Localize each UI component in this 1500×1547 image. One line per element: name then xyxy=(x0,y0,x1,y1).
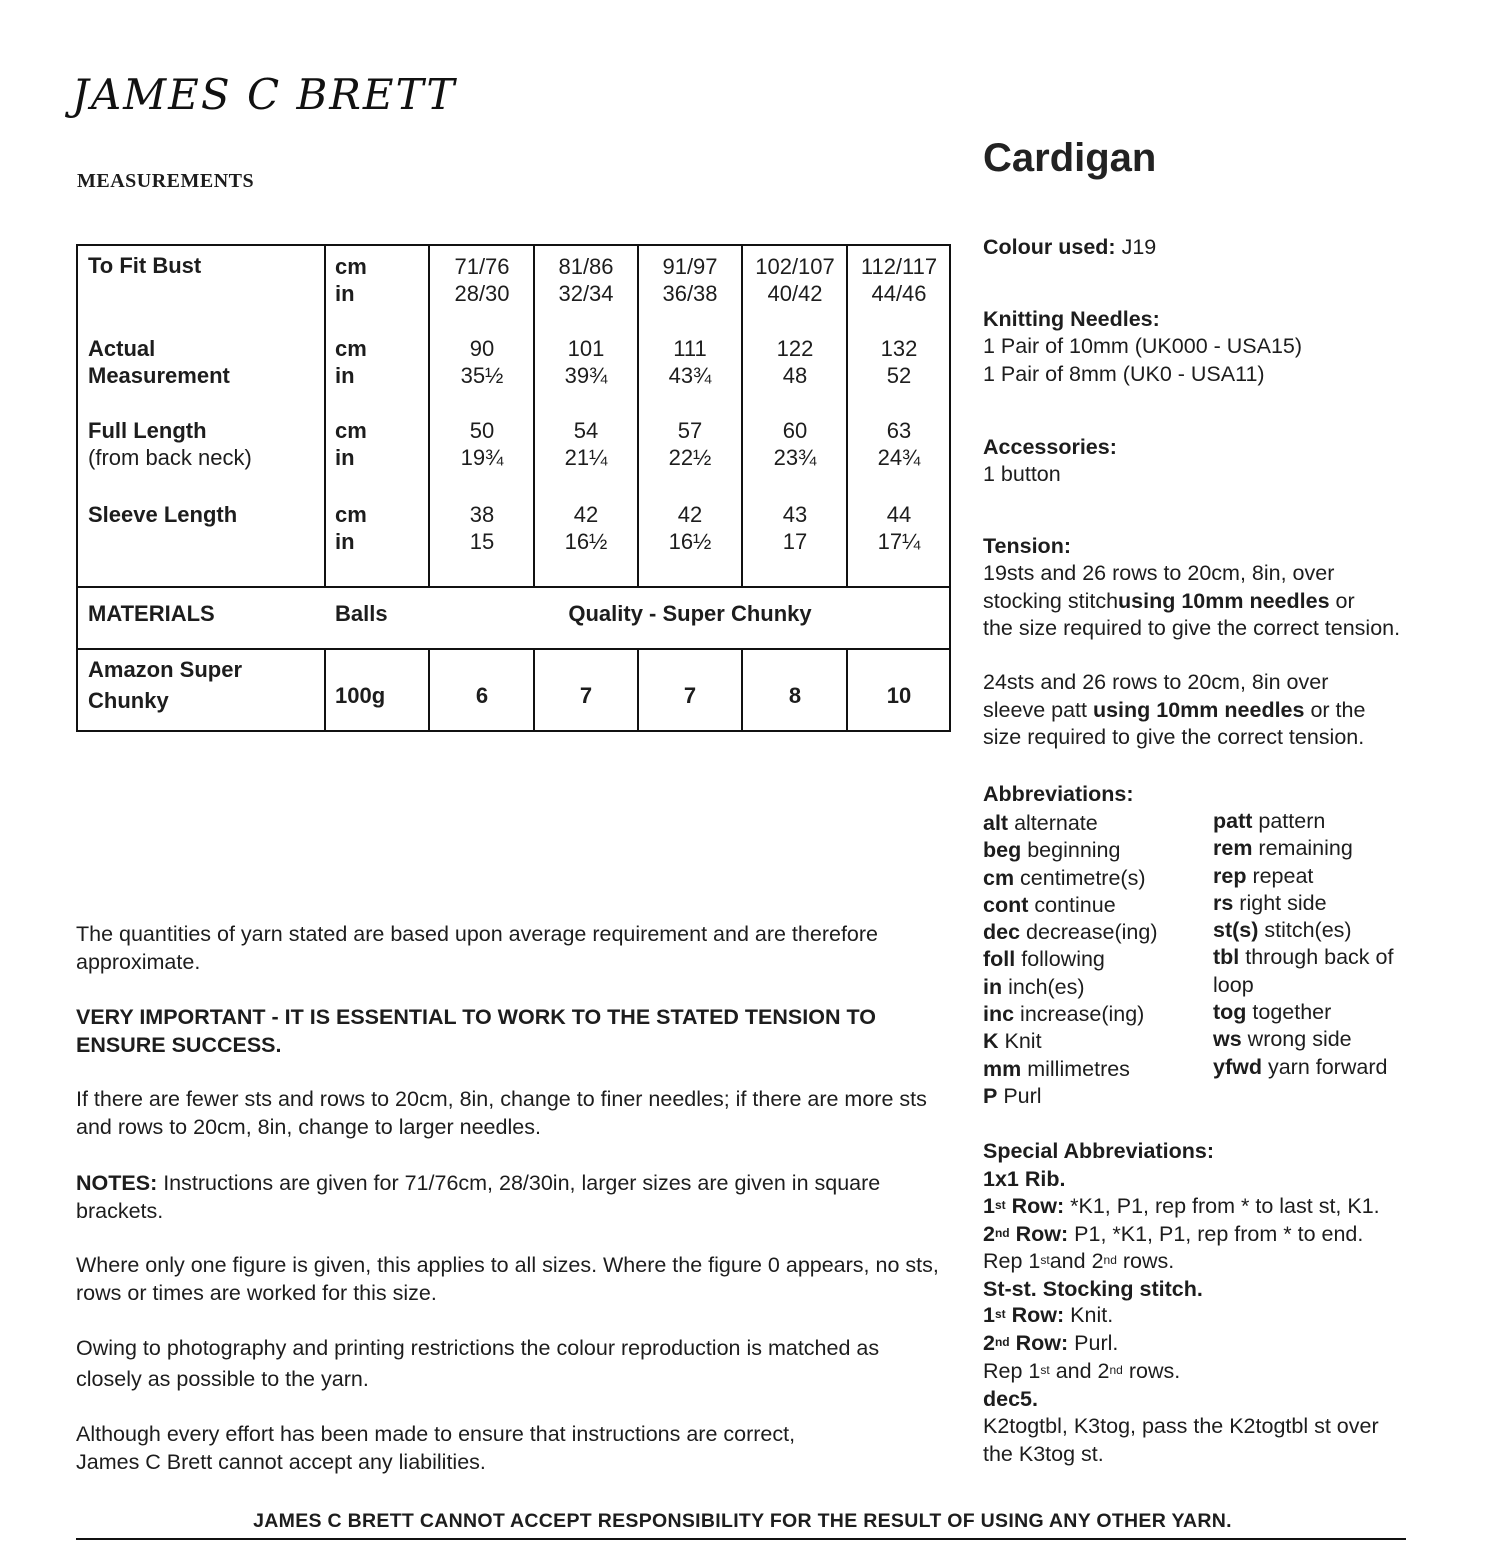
abbreviations-list-left xyxy=(983,810,1158,1110)
accessories-heading: Accessories: xyxy=(983,435,1117,459)
size-value: 42 16½ xyxy=(668,502,712,554)
abbreviation-item: in inch(es) xyxy=(983,974,1085,999)
balls-value: 10 xyxy=(886,683,912,708)
dec5-heading: dec5. xyxy=(983,1387,1038,1411)
unit-label: cm in xyxy=(335,502,367,554)
size-value: 122 48 xyxy=(776,336,814,388)
abbreviation-item: rep repeat xyxy=(1213,863,1314,888)
size-value: 101 39¾ xyxy=(564,336,608,388)
table-divider xyxy=(78,586,949,588)
stocking-stitch-heading: St-st. Stocking stitch. xyxy=(983,1277,1203,1301)
size-value: 81/86 32/34 xyxy=(558,254,614,306)
abbreviation-item: mm millimetres xyxy=(983,1056,1130,1081)
rib-heading: 1x1 Rib. xyxy=(983,1167,1066,1191)
materials-unit: Balls xyxy=(335,601,388,626)
rib-repeat: Rep 1stand 2nd rows. xyxy=(983,1249,1175,1273)
colour-note: Owing to photography and printing restrictions the colour reproduction is matched as closely as possible to the yarn. xyxy=(76,1336,880,1391)
yarn-name: Amazon Super Chunky xyxy=(88,657,243,713)
size-value: 42 16½ xyxy=(564,502,608,554)
figures-note: Where only one figure is given, this applies to all sizes. Where the figure 0 appears, no sts, rows or times are worked for this size. xyxy=(76,1253,939,1305)
materials-quality: Quality - Super Chunky xyxy=(568,601,812,626)
rib-row-1: 1st Row: *K1, P1, rep from * to last st, K1. xyxy=(983,1194,1380,1218)
unit-label: cm in xyxy=(335,418,367,470)
unit-label: cm in xyxy=(335,336,367,388)
abbreviation-item: cm centimetre(s) xyxy=(983,865,1146,890)
abbreviations-list-right xyxy=(1213,808,1393,1081)
footer-rule xyxy=(76,1538,1406,1540)
accessories-list: 1 button xyxy=(983,462,1061,486)
abbreviation-item: inc increase(ing) xyxy=(983,1002,1145,1027)
size-value: 90 35½ xyxy=(460,336,504,388)
size-value: 102/107 40/42 xyxy=(755,254,835,306)
materials-label: MATERIALS xyxy=(88,601,215,626)
abbreviation-item: ws wrong side xyxy=(1213,1027,1352,1052)
rib-row-2: 2nd Row: P1, *K1, P1, rep from * to end. xyxy=(983,1222,1364,1246)
size-value: 71/76 28/30 xyxy=(454,254,510,306)
special-abbreviations-heading: Special Abbreviations: xyxy=(983,1139,1214,1163)
abbreviation-item: P Purl xyxy=(983,1083,1042,1108)
unit-label: cm in xyxy=(335,254,367,306)
needle-note: If there are fewer sts and rows to 20cm, 8in, change to finer needles; if there are more sts and rows to 20cm, 8in, change to larger needles. xyxy=(76,1087,927,1139)
size-value: 111 43¾ xyxy=(668,336,712,388)
needles-heading: Knitting Needles: xyxy=(983,307,1160,331)
abbreviation-item: alt alternate xyxy=(983,811,1098,835)
row-label: Full Length (from back neck) xyxy=(88,418,252,470)
size-value: 50 19¾ xyxy=(460,418,504,470)
row-label: Actual Measurement xyxy=(88,336,230,388)
brand-logo: JAMES C BRETT xyxy=(72,70,457,119)
tension-heading: Tension: xyxy=(983,534,1071,558)
footer-disclaimer: JAMES C BRETT CANNOT ACCEPT RESPONSIBILITY FOR THE RESULT OF USING ANY OTHER YARN. xyxy=(253,1510,1232,1532)
size-value: 63 24¾ xyxy=(877,418,921,470)
page-title: Cardigan xyxy=(983,136,1157,180)
balls-value: 7 xyxy=(579,683,593,708)
abbreviation-item: st(s) stitch(es) xyxy=(1213,918,1352,943)
abbreviation-item: patt pattern xyxy=(1213,809,1326,833)
balls-value: 6 xyxy=(475,683,489,708)
abbreviation-item: foll following xyxy=(983,947,1105,972)
size-value: 43 17 xyxy=(782,502,808,554)
row-label: To Fit Bust xyxy=(88,253,202,278)
size-value: 132 52 xyxy=(880,336,918,388)
abbreviation-item: cont continue xyxy=(983,892,1116,917)
yarn-quantity-note: The quantities of yarn stated are based upon average requirement and are therefore approximate. xyxy=(76,922,878,974)
abbreviation-item: tog together xyxy=(1213,1000,1332,1025)
abbreviation-item: dec decrease(ing) xyxy=(983,920,1158,945)
abbreviation-item: beg beginning xyxy=(983,838,1121,863)
size-value: 54 21¼ xyxy=(564,418,608,470)
measurements-heading: MEASUREMENTS xyxy=(77,170,255,192)
st-row-2: 2nd Row: Purl. xyxy=(983,1331,1119,1355)
liability-note: Although every effort has been made to ensure that instructions are correct, James C Brett cannot accept any liabilities. xyxy=(76,1422,796,1474)
measurements-table xyxy=(76,244,951,732)
tension-text: 19sts and 26 rows to 20cm, 8in, over stocking stitchusing 10mm needles or the size required to give the correct tension. xyxy=(983,561,1401,640)
colour-used: Colour used: J19 xyxy=(983,235,1157,259)
abbreviation-item: loop xyxy=(1213,972,1254,997)
table-divider xyxy=(324,246,326,588)
size-value: 112/117 44/46 xyxy=(860,254,938,306)
abbreviation-item: tbl through back of xyxy=(1213,945,1394,970)
table-divider xyxy=(78,648,949,650)
balls-value: 7 xyxy=(683,683,697,708)
size-value: 38 15 xyxy=(469,502,495,554)
abbreviation-item: yfwd yarn forward xyxy=(1213,1054,1388,1079)
size-value: 91/97 36/38 xyxy=(662,254,718,306)
sizes-note: NOTES: Instructions are given for 71/76cm, 28/30in, larger sizes are given in square brackets. xyxy=(76,1171,881,1223)
tension-warning: VERY IMPORTANT - IT IS ESSENTIAL TO WORK TO THE STATED TENSION TO ENSURE SUCCESS. xyxy=(76,1005,876,1057)
abbreviation-item: K Knit xyxy=(983,1029,1042,1054)
abbreviation-item: rs right side xyxy=(1213,890,1327,915)
st-repeat: Rep 1st and 2nd rows. xyxy=(983,1359,1181,1383)
sleeve-tension-text: 24sts and 26 rows to 20cm, 8in over sleeve patt using 10mm needles or the size required to give the correct tension. xyxy=(983,670,1366,749)
size-value: 44 17¼ xyxy=(877,502,921,554)
row-label: Sleeve Length xyxy=(88,502,238,527)
size-value: 57 22½ xyxy=(668,418,712,470)
abbreviation-item: rem remaining xyxy=(1213,836,1353,861)
abbreviations-heading: Abbreviations: xyxy=(983,782,1134,806)
st-row-1: 1st Row: Knit. xyxy=(983,1303,1114,1327)
dec5-text: K2togtbl, K3tog, pass the K2togtbl st over the K3tog st. xyxy=(983,1414,1379,1466)
needles-list: 1 Pair of 10mm (UK000 - USA15) 1 Pair of 8mm (UK0 - USA11) xyxy=(983,334,1303,386)
size-value: 60 23¾ xyxy=(773,418,817,470)
balls-value: 8 xyxy=(788,683,802,708)
yarn-weight: 100g xyxy=(335,683,386,708)
table-divider xyxy=(324,650,326,732)
